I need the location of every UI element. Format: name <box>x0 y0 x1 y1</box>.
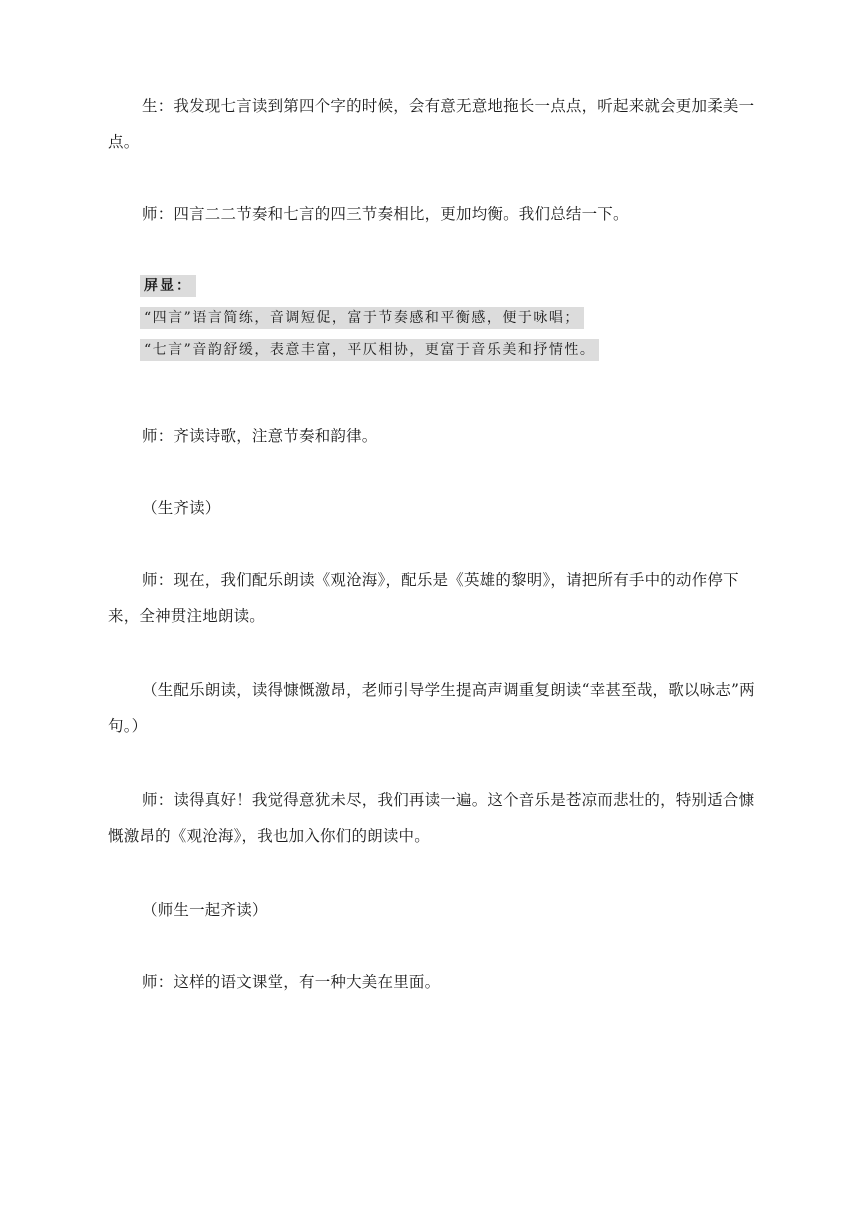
paragraph-students-read: （生齐读） <box>142 499 221 517</box>
paragraph-student-observation: 生：我发现七言读到第四个字的时候，会有意无意地拖长一点点，听起来就会更加柔美一点。 <box>108 97 755 151</box>
paragraph-read-in-unison: 师：齐读诗歌，注意节奏和韵律。 <box>142 427 378 445</box>
paragraph-music-reading: 师：现在，我们配乐朗读《观沧海》，配乐是《英雄的黎明》，请把所有手中的动作停下来，全神贯注地朗读。 <box>108 571 739 625</box>
screen-display-line-seven-character: “七言”音韵舒缓，表意丰富，平仄相协，更富于音乐美和抒情性。 <box>140 339 599 361</box>
screen-display-box <box>140 275 599 371</box>
screen-display-label: 屏显： <box>140 275 196 297</box>
screen-display-line-four-character: “四言”语言简练，音调短促，富于节奏感和平衡感，便于咏唱； <box>140 307 584 329</box>
paragraph-students-music-reading: （生配乐朗读，读得慷慨激昂，老师引导学生提高声调重复朗读“幸甚至哉，歌以咏志”两句。） <box>108 681 755 735</box>
paragraph-teacher-students-read: （师生一起齐读） <box>142 901 268 919</box>
paragraph-teacher-summary: 师：四言二二节奏和七言的四三节奏相比，更加均衡。我们总结一下。 <box>142 205 629 223</box>
paragraph-teacher-praise: 师：读得真好！我觉得意犹未尽，我们再读一遍。这个音乐是苍凉而悲壮的，特别适合慷慨激昂的《观沧海》，我也加入你们的朗读中。 <box>108 791 755 845</box>
paragraph-closing-remark: 师：这样的语文课堂，有一种大美在里面。 <box>142 973 441 991</box>
